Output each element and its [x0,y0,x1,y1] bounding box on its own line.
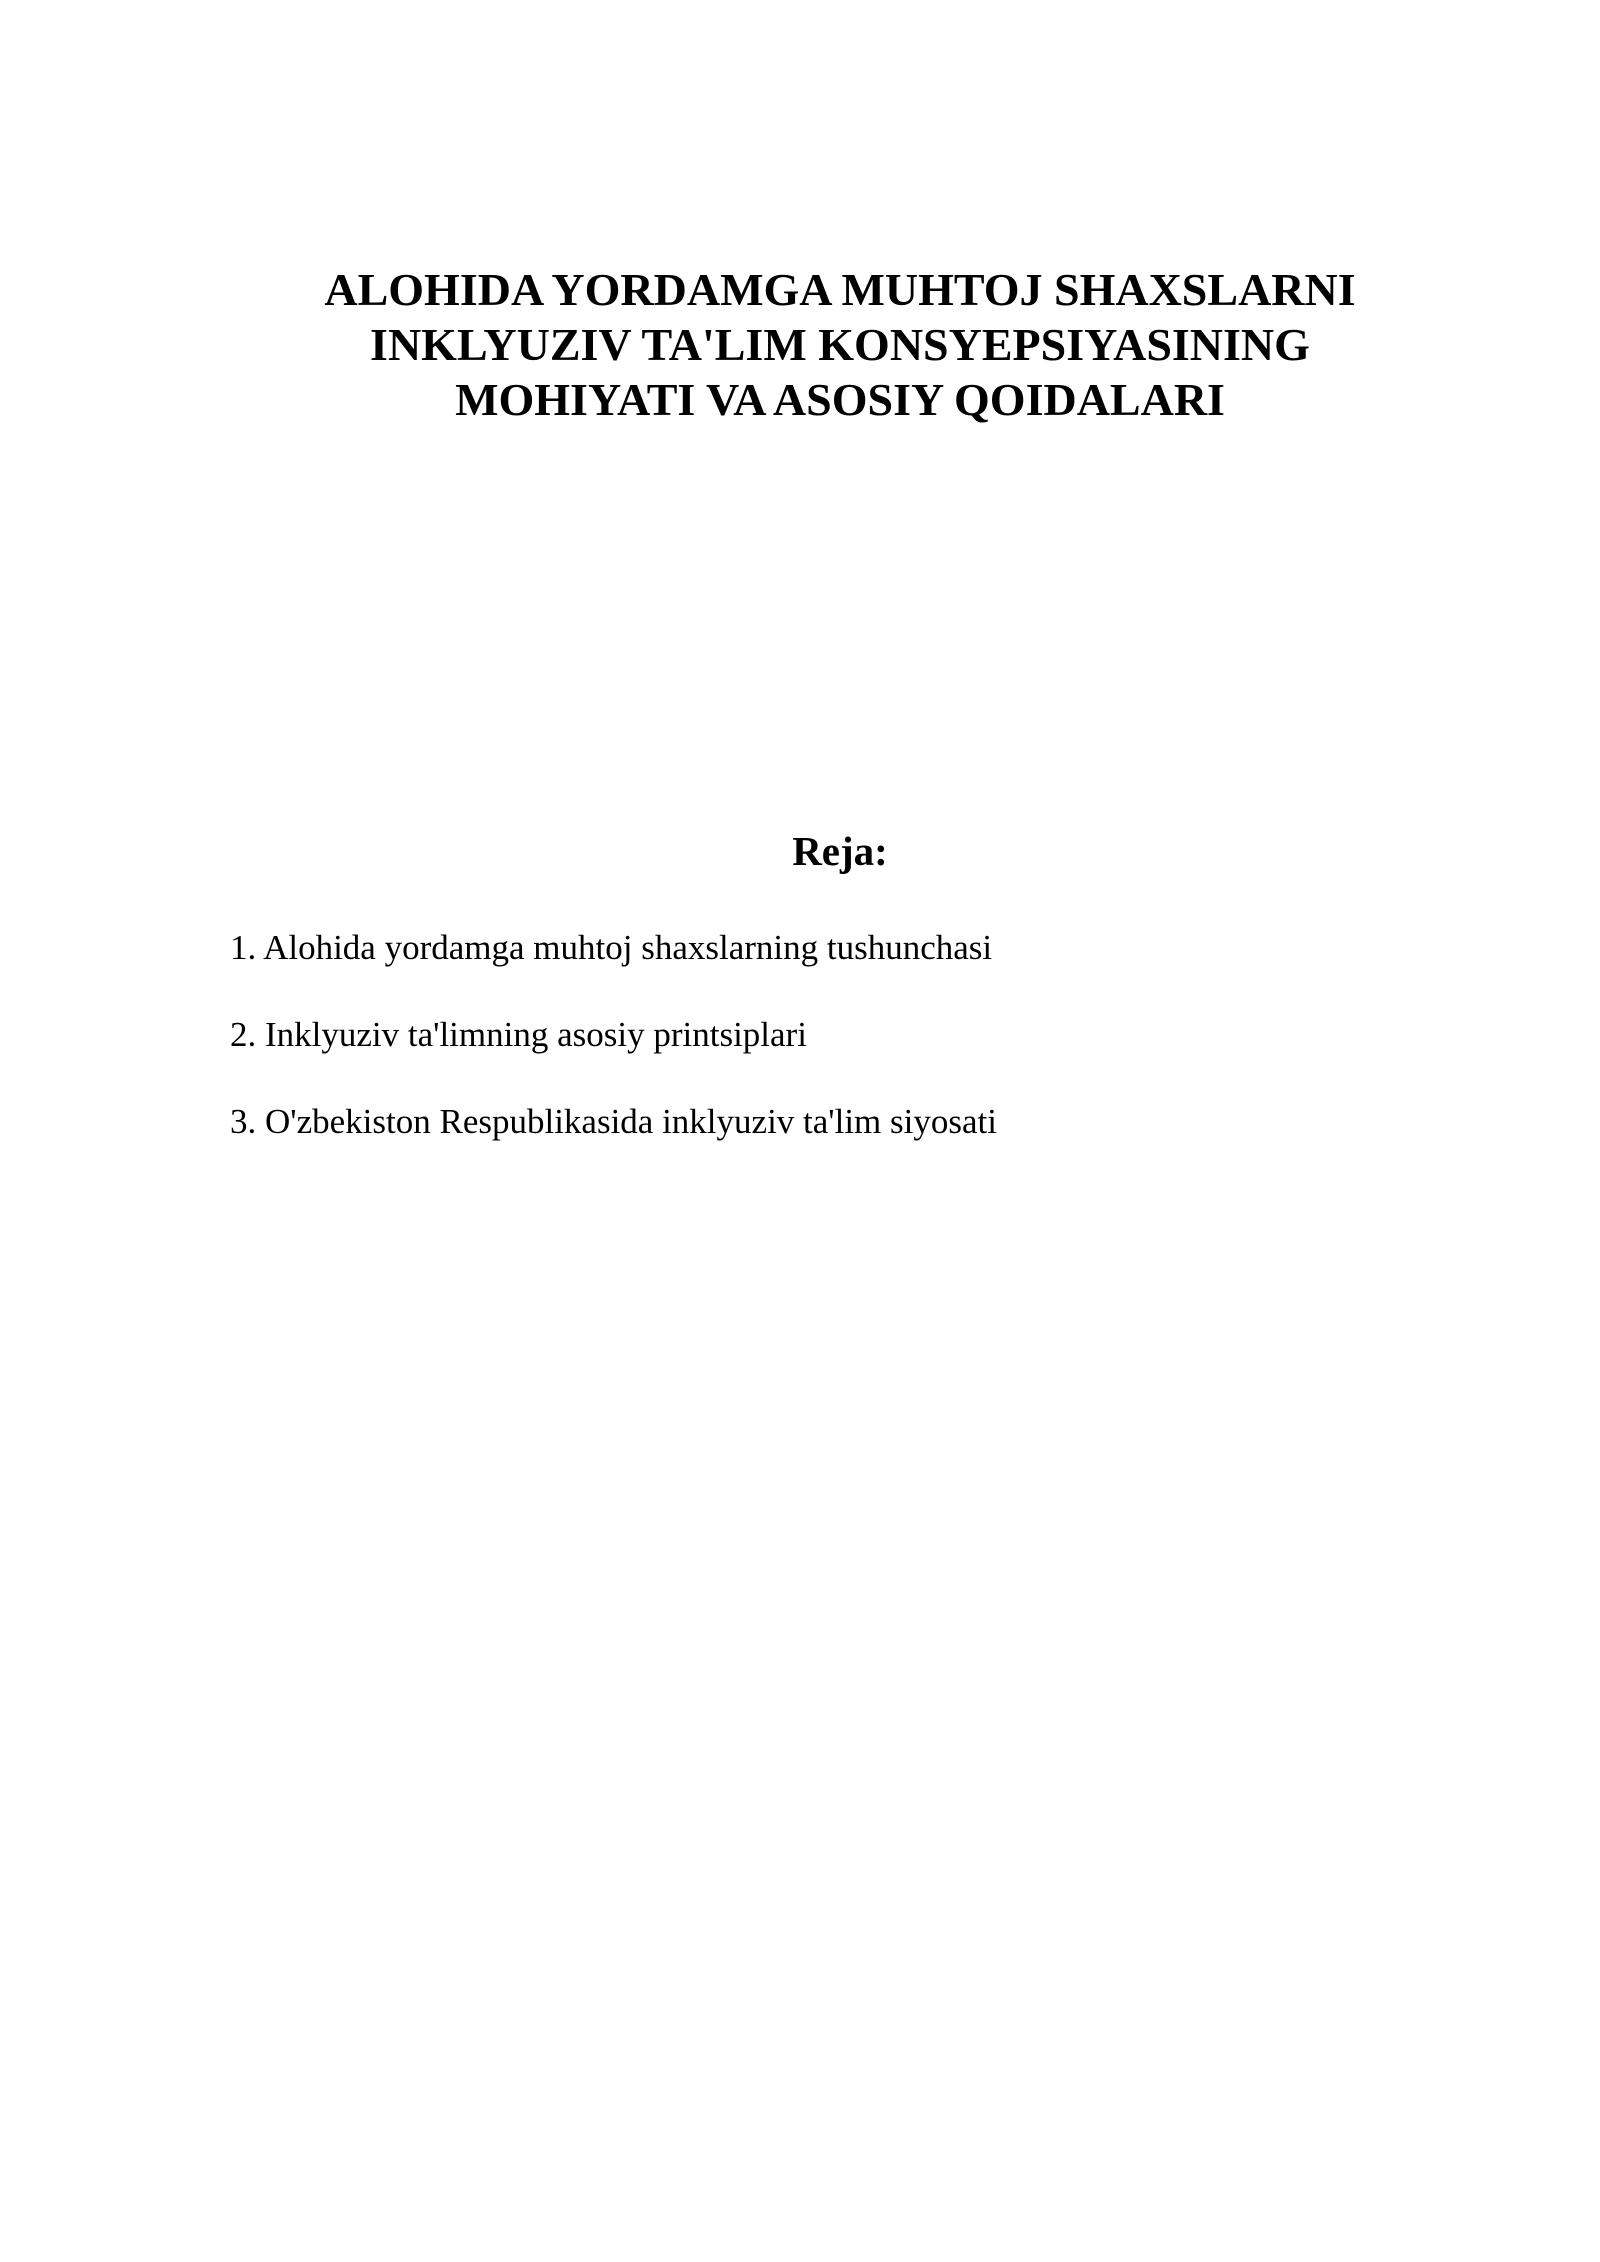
title-line-1: ALOHIDA YORDAMGA MUHTOJ SHAXSLARNI [324,264,1356,315]
plan-heading: Reja: [792,828,888,874]
plan-item-2: 2. Inklyuziv ta'limning asosiy printsiplari [230,1015,807,1054]
plan-list [230,926,997,1187]
title-line-2: INKLYUZIV TA'LIM KONSYEPSIYASINING [370,319,1310,370]
plan-item-3: 3. O'zbekiston Respublikasida inklyuziv ta'lim siyosati [230,1102,997,1141]
plan-item-1: 1. Alohida yordamga muhtoj shaxslarning tushunchasi [230,928,993,967]
document-title [220,262,1460,427]
title-line-3: MOHIYATI VA ASOSIY QOIDALARI [455,374,1225,425]
